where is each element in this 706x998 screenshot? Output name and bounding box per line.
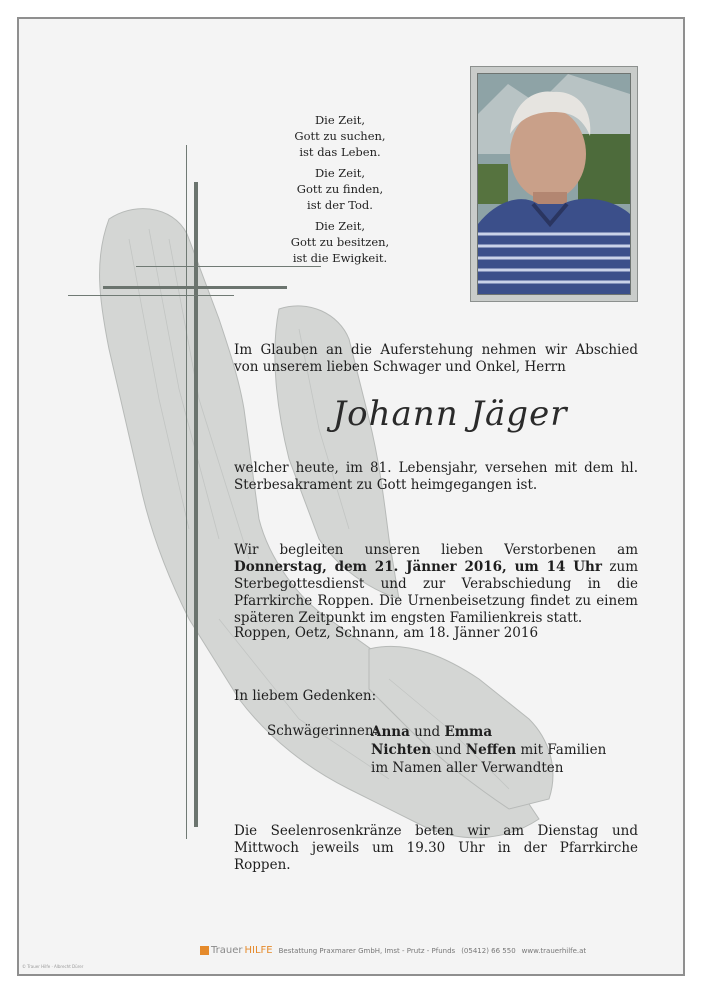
deceased-name xyxy=(300,394,600,434)
footer-web: www.trauerhilfe.at xyxy=(521,946,587,955)
poem-line: Gott zu besitzen, xyxy=(290,235,390,249)
footer xyxy=(200,945,587,956)
mourner-name: Emma xyxy=(444,724,493,740)
cross-horizontal-line-bottom xyxy=(68,295,234,296)
place-date: Roppen, Oetz, Schnann, am 18. Jänner 2016 xyxy=(234,625,539,641)
portrait-frame xyxy=(470,66,638,302)
cross-vertical-line xyxy=(186,145,187,839)
intro-text: Im Glauben an die Auferstehung nehmen wir Abschied von unserem lieben Schwager und Onkel, Herrn xyxy=(234,342,638,375)
poem-line: Gott zu suchen, xyxy=(294,129,386,143)
mourners-label: Schwägerinnen: xyxy=(267,723,379,739)
cross-vertical-bar xyxy=(194,182,198,827)
mourners-line: im Namen aller Verwandten xyxy=(371,760,564,776)
deceased-name-text: Johann Jäger xyxy=(332,394,568,434)
poem-line: ist der Tod. xyxy=(307,198,373,212)
mourner-group: Nichten xyxy=(371,742,432,758)
poem xyxy=(285,112,395,271)
funeral-text-part: Wir begleiten unseren lieben Verstorbenen am xyxy=(234,542,638,558)
mourner-suffix: mit Familien xyxy=(516,742,607,758)
mourners-line xyxy=(371,741,606,759)
poem-line: Die Zeit, xyxy=(314,219,366,233)
mourner-group: Neffen xyxy=(465,742,517,758)
funeral-text-part: zum Sterbegottesdienst und zur Verabschiedung in die Pfarrkirche Roppen. Die Urnenbeisetzung findet zu einem späteren Zeitpunkt im engsten Familienkreis statt. xyxy=(234,559,638,626)
mourner-conjunction: und xyxy=(409,724,445,740)
poem-line: Die Zeit, xyxy=(314,113,366,127)
cross-horizontal-bar xyxy=(103,286,287,289)
portrait-photo xyxy=(477,73,631,295)
mourners-line xyxy=(371,723,606,741)
mourners-list xyxy=(371,723,606,777)
poem-stanza xyxy=(285,165,395,213)
image-credit: © Trauer Hilfe · Albrecht Dürer xyxy=(22,964,84,969)
logo-icon xyxy=(200,946,209,955)
logo-text-accent: HILFE xyxy=(244,945,273,956)
poem-line: Die Zeit, xyxy=(314,166,366,180)
memory-heading: In liebem Gedenken: xyxy=(234,688,377,704)
poem-line: ist das Leben. xyxy=(299,145,381,159)
trauerhilfe-logo xyxy=(200,945,273,956)
funeral-date: Donnerstag, dem 21. Jänner 2016, um 14 Uhr xyxy=(234,559,602,575)
poem-stanza xyxy=(285,112,395,160)
rosary-text: Die Seelenrosenkränze beten wir am Dienstag und Mittwoch jeweils um 19.30 Uhr in der Pfarrkirche Roppen. xyxy=(234,823,638,873)
mourner-name: Anna xyxy=(371,724,410,740)
poem-line: ist die Ewigkeit. xyxy=(292,251,388,265)
logo-text: Trauer xyxy=(211,945,243,956)
poem-stanza xyxy=(285,218,395,266)
poem-line: Gott zu finden, xyxy=(296,182,384,196)
footer-phone: (05412) 66 550 xyxy=(461,946,516,955)
death-notice-text: welcher heute, im 81. Lebensjahr, versehen mit dem hl. Sterbesakrament zu Gott heimgegangen ist. xyxy=(234,460,638,493)
footer-company: Bestattung Praxmarer GmbH, Imst - Prutz - Pfunds xyxy=(278,946,456,955)
funeral-text xyxy=(234,542,638,627)
mourner-conjunction: und xyxy=(431,742,466,758)
